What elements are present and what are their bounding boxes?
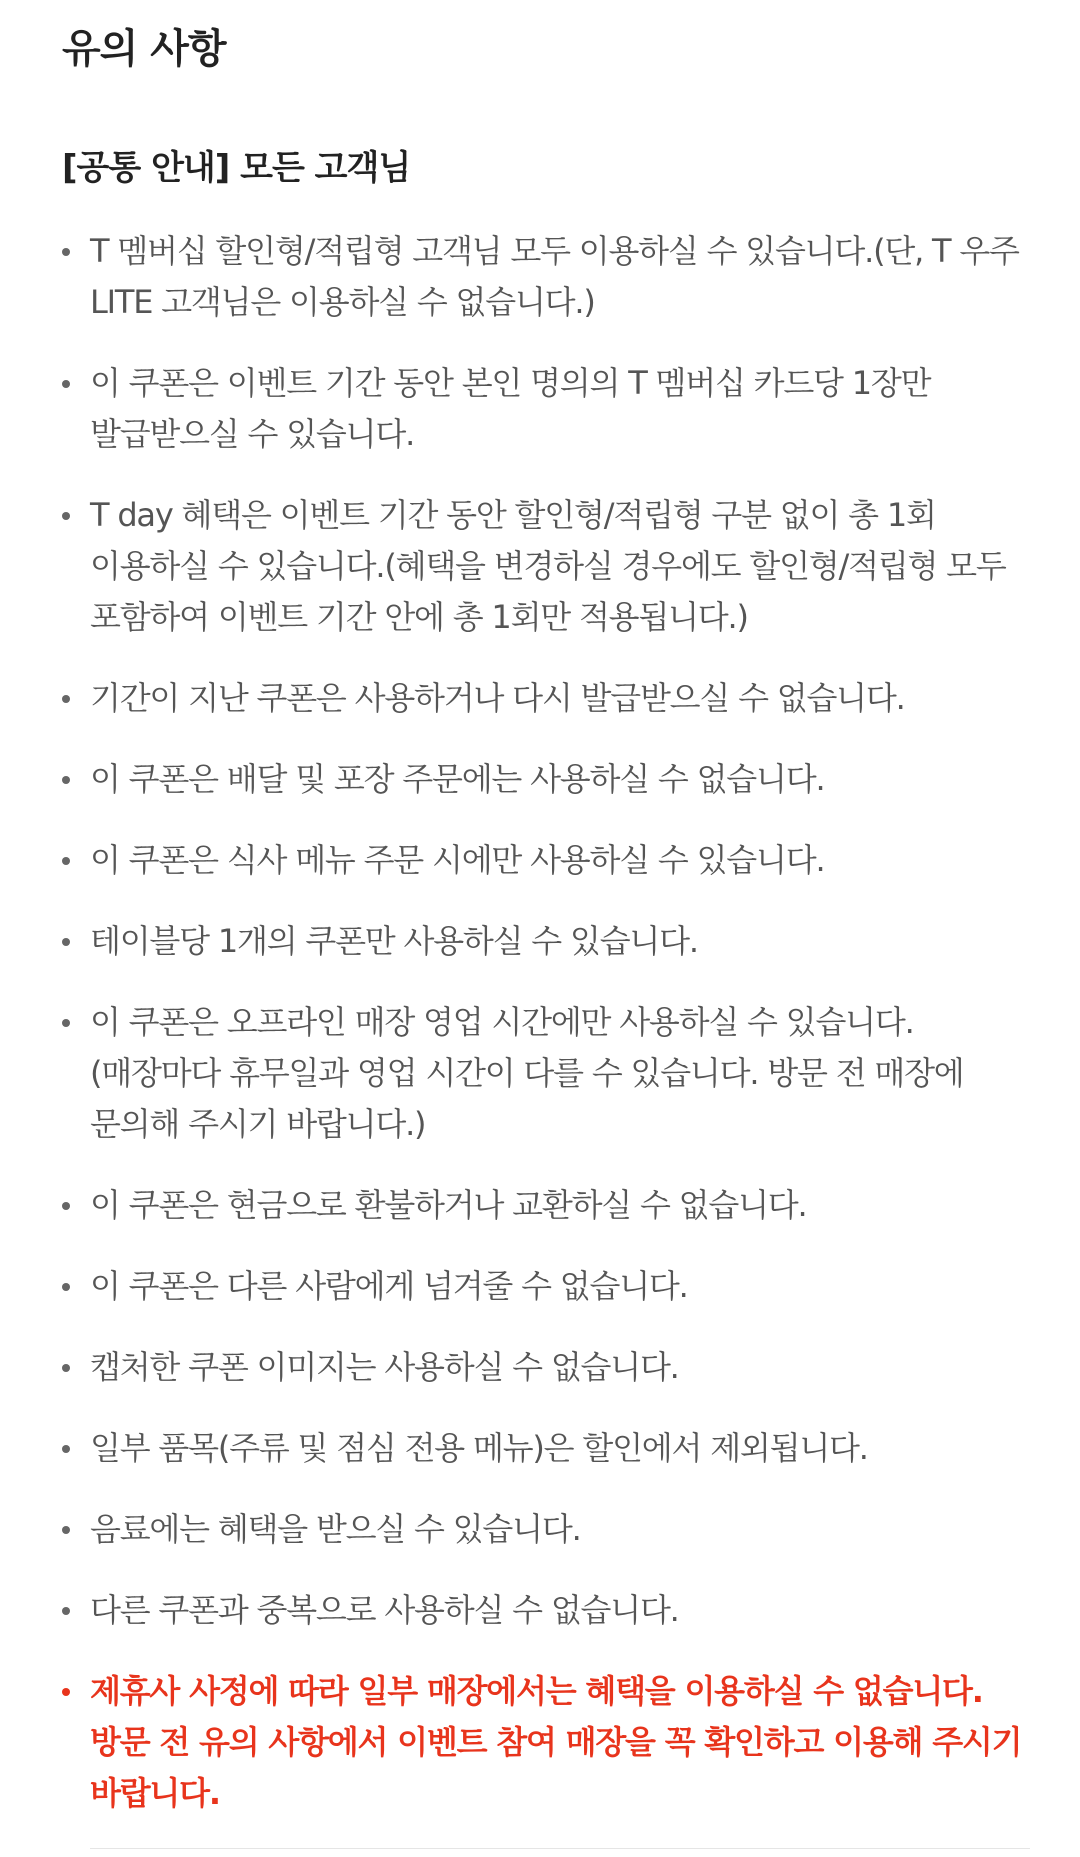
notice-text: T 멤버십 할인형/적립형 고객님 모두 이용하실 수 있습니다.(단, T 우주 LITE 고객님은 이용하실 수 없습니다.) bbox=[90, 232, 1019, 321]
notice-item bbox=[62, 1504, 1030, 1555]
notice-text: 캡처한 쿠폰 이미지는 사용하실 수 없습니다. bbox=[90, 1348, 679, 1386]
notice-item bbox=[62, 1585, 1030, 1636]
notice-item bbox=[62, 490, 1030, 643]
notice-text: 이 쿠폰은 오프라인 매장 영업 시간에만 사용하실 수 있습니다.(매장마다 휴무일과 영업 시간이 다를 수 있습니다. 방문 전 매장에 문의해 주시기 바랍니다.) bbox=[90, 1003, 964, 1143]
notice-item bbox=[62, 358, 1030, 460]
notice-item bbox=[62, 1261, 1030, 1312]
notice-text: 이 쿠폰은 배달 및 포장 주문에는 사용하실 수 없습니다. bbox=[90, 760, 825, 798]
notice-text: 테이블당 1개의 쿠폰만 사용하실 수 있습니다. bbox=[90, 922, 698, 960]
notice-text: 이 쿠폰은 이벤트 기간 동안 본인 명의의 T 멤버십 카드당 1장만 발급받으실 수 있습니다. bbox=[90, 364, 931, 453]
notice-item bbox=[62, 916, 1030, 967]
bullet-icon bbox=[62, 857, 70, 865]
notice-item bbox=[62, 673, 1030, 724]
notice-text: T day 혜택은 이벤트 기간 동안 할인형/적립형 구분 없이 총 1회 이용하실 수 있습니다.(혜택을 변경하실 경우에도 할인형/적립형 모두 포함하여 이벤트 기간 안에 총 1회만 적용됩니다.) bbox=[90, 496, 1006, 636]
notice-item bbox=[62, 226, 1030, 328]
warning-text: 제휴사 사정에 따라 일부 매장에서는 혜택을 이용하실 수 없습니다. 방문 전 유의 사항에서 이벤트 참여 매장을 꼭 확인하고 이용해 주시기 바랍니다. bbox=[90, 1672, 1022, 1812]
bullet-icon bbox=[62, 1364, 70, 1372]
bullet-icon bbox=[62, 695, 70, 703]
bullet-icon bbox=[62, 1688, 70, 1696]
notice-list bbox=[62, 226, 1030, 1819]
bullet-icon bbox=[62, 1607, 70, 1615]
page-title: 유의 사항 bbox=[62, 26, 226, 72]
bullet-icon bbox=[62, 512, 70, 520]
warning-notice-item bbox=[62, 1666, 1030, 1819]
notice-item bbox=[62, 997, 1030, 1150]
notice-item bbox=[62, 1342, 1030, 1393]
bullet-icon bbox=[62, 1283, 70, 1291]
bullet-icon bbox=[62, 1019, 70, 1027]
bullet-icon bbox=[62, 1526, 70, 1534]
notice-text: 기간이 지난 쿠폰은 사용하거나 다시 발급받으실 수 없습니다. bbox=[90, 679, 905, 717]
divider bbox=[90, 1848, 1030, 1849]
notice-item bbox=[62, 835, 1030, 886]
notice-item bbox=[62, 1180, 1030, 1231]
notice-text: 다른 쿠폰과 중복으로 사용하실 수 없습니다. bbox=[90, 1591, 679, 1629]
bullet-icon bbox=[62, 938, 70, 946]
notice-item bbox=[62, 754, 1030, 805]
notice-text: 이 쿠폰은 식사 메뉴 주문 시에만 사용하실 수 있습니다. bbox=[90, 841, 825, 879]
notice-item bbox=[62, 1423, 1030, 1474]
notice-text: 음료에는 혜택을 받으실 수 있습니다. bbox=[90, 1510, 581, 1548]
bullet-icon bbox=[62, 776, 70, 784]
bullet-icon bbox=[62, 1202, 70, 1210]
notice-text: 일부 품목(주류 및 점심 전용 메뉴)은 할인에서 제외됩니다. bbox=[90, 1429, 868, 1467]
section-heading: [공통 안내] 모든 고객님 bbox=[62, 148, 411, 188]
notice-text: 이 쿠폰은 다른 사람에게 넘겨줄 수 없습니다. bbox=[90, 1267, 688, 1305]
bullet-icon bbox=[62, 1445, 70, 1453]
bullet-icon bbox=[62, 248, 70, 256]
notice-text: 이 쿠폰은 현금으로 환불하거나 교환하실 수 없습니다. bbox=[90, 1186, 807, 1224]
bullet-icon bbox=[62, 380, 70, 388]
